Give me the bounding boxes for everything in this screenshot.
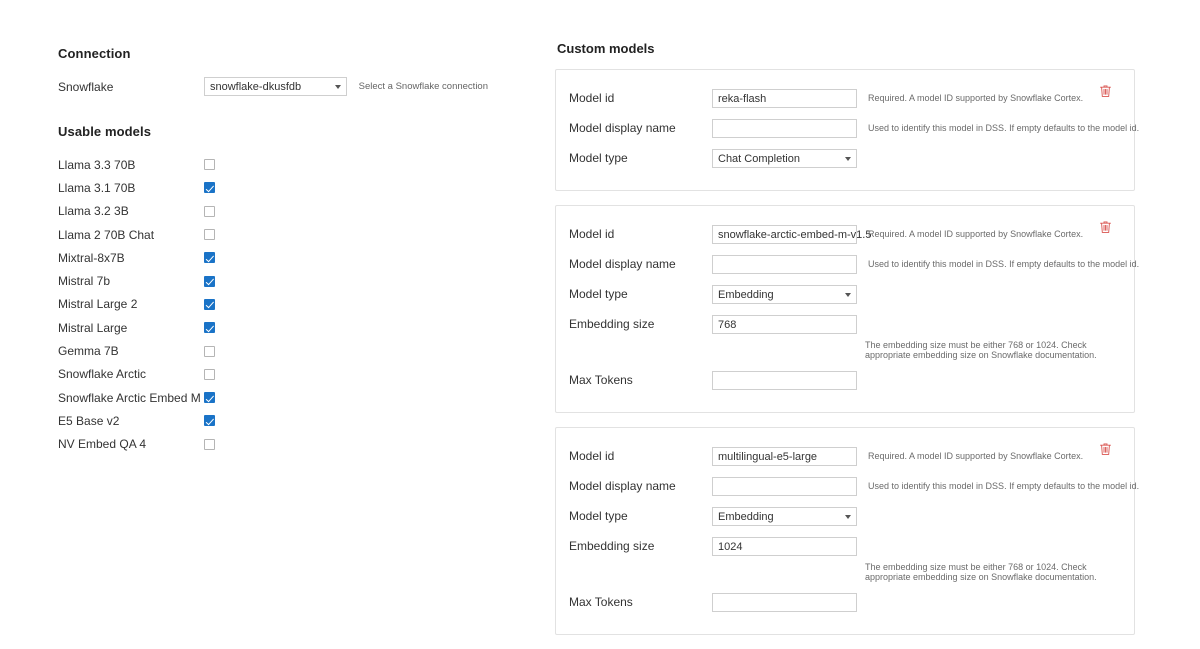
- embedding-size-input[interactable]: 768: [712, 315, 857, 334]
- connection-select-value: snowflake-dkusfdb: [210, 81, 302, 93]
- model-label: E5 Base v2: [58, 413, 120, 428]
- model-type-select[interactable]: [712, 507, 857, 526]
- model-display-name-hint: Used to identify this model in DSS. If empty defaults to the model id.: [868, 259, 1140, 269]
- model-checkbox-llama-3-3-70b[interactable]: [204, 159, 215, 170]
- card-row-embedding-size: [556, 312, 1134, 336]
- embedding-size-hint: The embedding size must be either 768 or 1024. Check appropriate embedding size on Snowflake documentation.: [865, 340, 1097, 360]
- model-type-value: Chat Completion: [718, 152, 800, 165]
- card-row-model-type: [556, 282, 1134, 306]
- trash-icon[interactable]: [1099, 442, 1112, 456]
- card-row-max-tokens: [556, 590, 1134, 614]
- custom-model-card: [555, 205, 1140, 413]
- model-type-label: Model type: [569, 287, 628, 301]
- card-row-model-id: [556, 86, 1134, 110]
- model-type-label: Model type: [569, 509, 628, 523]
- model-row: [58, 316, 488, 339]
- max-tokens-input[interactable]: [712, 593, 857, 612]
- model-checkbox-llama-2-70b-chat[interactable]: [204, 229, 215, 240]
- model-checkbox-llama-3-2-3b[interactable]: [204, 206, 215, 217]
- model-display-name-input[interactable]: [712, 477, 857, 496]
- card-row-model-id: [556, 444, 1134, 468]
- embedding-size-hint: The embedding size must be either 768 or 1024. Check appropriate embedding size on Snowflake documentation.: [865, 562, 1097, 582]
- model-label: Llama 3.2 3B: [58, 204, 129, 219]
- card-row-max-tokens: [556, 368, 1134, 392]
- model-label: Mistral Large 2: [58, 297, 138, 312]
- model-checkbox-snowflake-arctic[interactable]: [204, 369, 215, 380]
- chevron-down-icon: [845, 515, 851, 519]
- card-row-model-type: [556, 146, 1134, 170]
- connection-section-title: Connection: [58, 46, 131, 61]
- model-label: Snowflake Arctic: [58, 367, 147, 382]
- model-id-hint: Required. A model ID supported by Snowflake Cortex.: [868, 229, 1084, 239]
- model-label: NV Embed QA 4: [58, 437, 147, 452]
- model-label: Mixtral-8x7B: [58, 250, 125, 265]
- model-label: Mistral Large: [58, 320, 128, 335]
- model-checkbox-llama-3-1-70b[interactable]: [204, 182, 215, 193]
- model-type-select[interactable]: [712, 149, 857, 168]
- card-row-embedding-size: [556, 534, 1134, 558]
- usable-models-title: Usable models: [58, 124, 152, 139]
- card-row-model-id: [556, 222, 1134, 246]
- model-row: [58, 409, 488, 432]
- model-row: [58, 293, 488, 316]
- card-row-model-display-name: [556, 252, 1140, 276]
- model-type-label: Model type: [569, 151, 628, 165]
- model-row: [58, 200, 488, 223]
- model-checkbox-snowflake-arctic-embed-m[interactable]: [204, 392, 215, 403]
- model-row: [58, 433, 488, 456]
- connection-field-row: [58, 75, 488, 98]
- model-label: Gemma 7B: [58, 344, 119, 359]
- card-row-model-type: [556, 504, 1134, 528]
- model-label: Llama 2 70B Chat: [58, 227, 155, 242]
- chevron-down-icon: [845, 157, 851, 161]
- model-row: [58, 246, 488, 269]
- model-checkbox-mistral-large-2[interactable]: [204, 299, 215, 310]
- model-checkbox-mistral-7b[interactable]: [204, 276, 215, 287]
- trash-icon[interactable]: [1099, 84, 1112, 98]
- model-id-label: Model id: [569, 91, 615, 105]
- model-checkbox-gemma-7b[interactable]: [204, 346, 215, 357]
- left-panel: [58, 46, 488, 456]
- model-display-name-input[interactable]: [712, 255, 857, 274]
- model-id-hint: Required. A model ID supported by Snowflake Cortex.: [868, 451, 1084, 461]
- model-row: [58, 223, 488, 246]
- embedding-size-input[interactable]: 1024: [712, 537, 857, 556]
- model-row: [58, 269, 488, 292]
- chevron-down-icon: [845, 293, 851, 297]
- model-id-input[interactable]: snowflake-arctic-embed-m-v1.5: [712, 225, 857, 244]
- model-display-name-label: Model display name: [569, 257, 676, 271]
- model-row: [58, 363, 488, 386]
- model-display-name-hint: Used to identify this model in DSS. If empty defaults to the model id.: [868, 123, 1140, 133]
- model-row: [58, 386, 488, 409]
- custom-models-title: Custom models: [557, 41, 655, 56]
- model-type-value: Embedding: [718, 288, 774, 301]
- max-tokens-label: Max Tokens: [569, 595, 633, 609]
- model-type-select[interactable]: [712, 285, 857, 304]
- model-id-input[interactable]: multilingual-e5-large: [712, 447, 857, 466]
- card-row-model-display-name: [556, 474, 1140, 498]
- model-id-hint: Required. A model ID supported by Snowflake Cortex.: [868, 93, 1084, 103]
- embedding-size-label: Embedding size: [569, 317, 655, 331]
- model-label: Mistral 7b: [58, 274, 111, 289]
- custom-model-card: [555, 427, 1140, 635]
- connection-label: Snowflake: [58, 79, 114, 94]
- model-checkbox-nv-embed-qa-4[interactable]: [204, 439, 215, 450]
- model-label: Snowflake Arctic Embed M: [58, 390, 201, 405]
- model-checkbox-mistral-large[interactable]: [204, 322, 215, 333]
- connection-hint: Select a Snowflake connection: [358, 81, 488, 92]
- model-id-label: Model id: [569, 449, 615, 463]
- model-row: [58, 339, 488, 362]
- model-label: Llama 3.3 70B: [58, 157, 136, 172]
- model-display-name-input[interactable]: [712, 119, 857, 138]
- model-type-value: Embedding: [718, 510, 774, 523]
- embedding-size-label: Embedding size: [569, 539, 655, 553]
- custom-models-panel: [555, 41, 1140, 649]
- model-display-name-label: Model display name: [569, 479, 676, 493]
- card-row-model-display-name: [556, 116, 1140, 140]
- max-tokens-input[interactable]: [712, 371, 857, 390]
- connection-select[interactable]: [204, 77, 347, 96]
- model-id-input[interactable]: reka-flash: [712, 89, 857, 108]
- model-display-name-label: Model display name: [569, 121, 676, 135]
- chevron-down-icon: [335, 85, 341, 89]
- max-tokens-label: Max Tokens: [569, 373, 633, 387]
- model-checkbox-e5-base-v2[interactable]: [204, 415, 215, 426]
- model-label: Llama 3.1 70B: [58, 180, 136, 195]
- trash-icon[interactable]: [1099, 220, 1112, 234]
- model-checkbox-mixtral-8x7b[interactable]: [204, 252, 215, 263]
- model-row: [58, 176, 488, 199]
- custom-model-card: [555, 69, 1140, 191]
- model-row: [58, 153, 488, 176]
- model-id-label: Model id: [569, 227, 615, 241]
- usable-models-list: [58, 153, 488, 456]
- model-display-name-hint: Used to identify this model in DSS. If empty defaults to the model id.: [868, 481, 1140, 491]
